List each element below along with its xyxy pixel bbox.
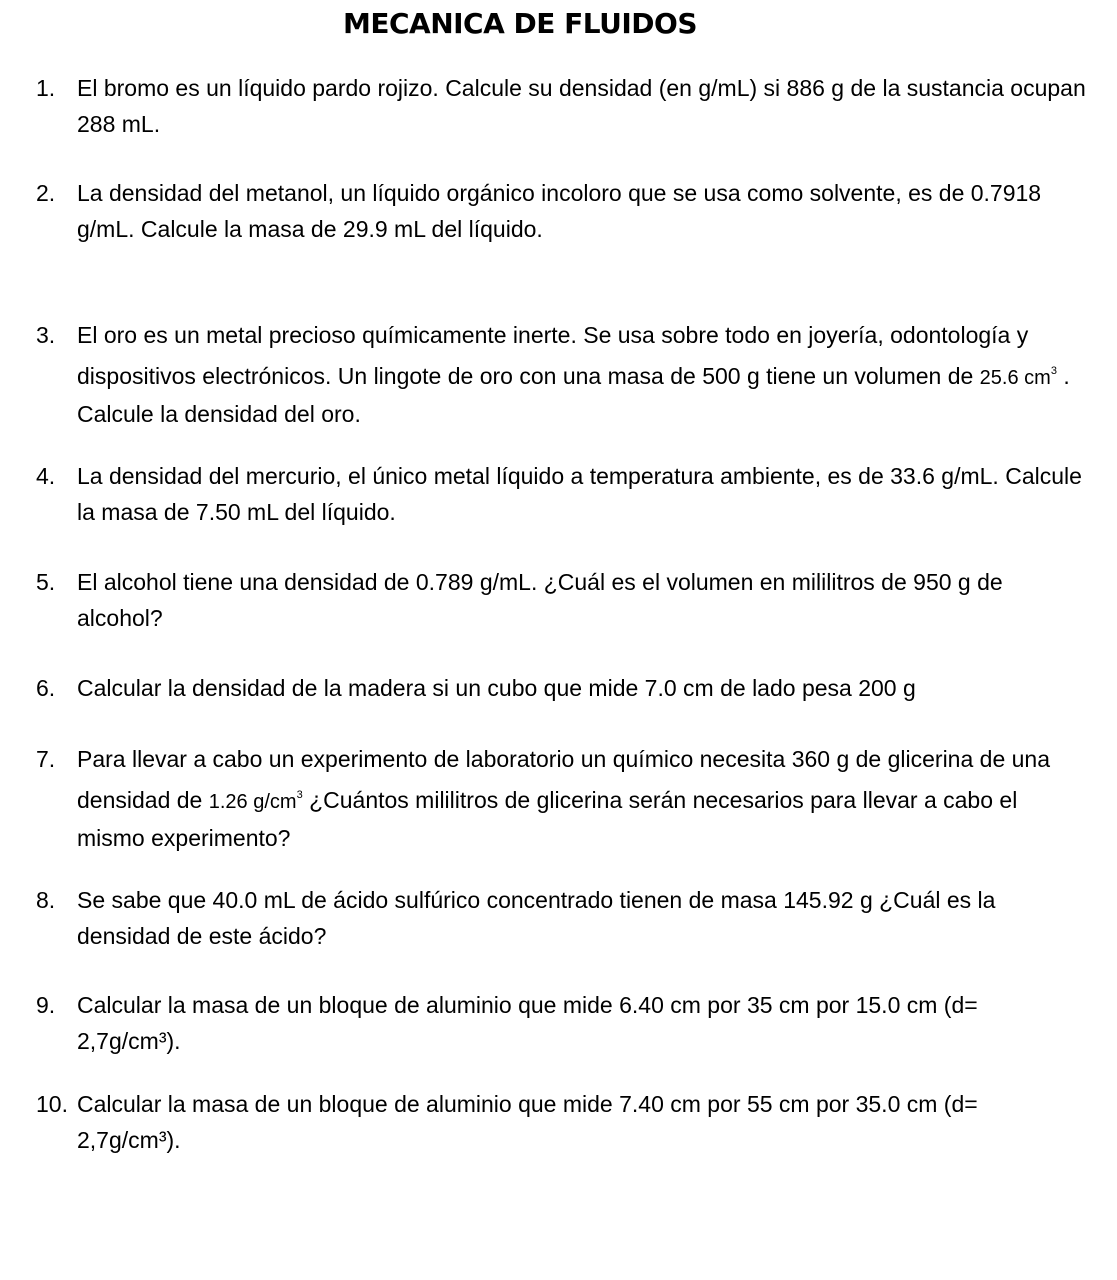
density-value: 1.26 g/cm (208, 791, 297, 813)
problem-text-end: . Calcule la densidad del oro. (77, 363, 1070, 427)
problem-text: Calcular la densidad de la madera si un cubo que mide 7.0 cm de lado pesa 200 g (77, 675, 916, 701)
problem-item (36, 882, 1086, 954)
problem-item (36, 458, 1086, 530)
problem-number: 10. (36, 1091, 68, 1117)
problem-text (36, 317, 1086, 432)
problem-number: 2. (36, 180, 56, 206)
problem-item (36, 670, 1086, 706)
problem-number: 4. (36, 463, 56, 489)
problem-item (36, 1086, 1086, 1158)
problem-number: 8. (36, 887, 56, 913)
problem-item (36, 564, 1086, 636)
problem-number: 9. (36, 992, 56, 1018)
problem-number: 5. (36, 569, 56, 595)
problem-text (36, 741, 1086, 856)
problem-text: El alcohol tiene una densidad de 0.789 g/mL. ¿Cuál es el volumen en mililitros de 950 g de alcohol? (77, 569, 1003, 631)
problem-text: Calcular la masa de un bloque de aluminio que mide 6.40 cm por 35 cm por 15.0 cm (d= 2,7g/cm³). (77, 992, 978, 1054)
problem-text-end: ¿Cuántos mililitros de glicerina serán necesarios para llevar a cabo el mismo experimento? (77, 787, 1018, 851)
problem-item (36, 741, 1086, 856)
problem-text-start: El oro es un metal precioso químicamente inerte. Se usa sobre todo en joyería, odontología y dispositivos electrónicos. Un lingote de oro con una masa de 500 g tiene un volumen de (77, 322, 1029, 389)
volume-value: 25.6 cm (979, 367, 1051, 389)
problem-item (36, 175, 1086, 247)
problem-item (36, 987, 1086, 1059)
problem-number: 1. (36, 75, 56, 101)
problem-text: Calcular la masa de un bloque de aluminio que mide 7.40 cm por 55 cm por 35.0 cm (d= 2,7g/cm³). (77, 1091, 978, 1153)
problem-item (36, 70, 1086, 142)
problem-text: La densidad del mercurio, el único metal líquido a temperatura ambiente, es de 33.6 g/mL. Calcule la masa de 7.50 mL del líquido. (77, 463, 1082, 525)
problem-number: 7. (36, 746, 56, 772)
problem-text: El bromo es un líquido pardo rojizo. Calcule su densidad (en g/mL) si 886 g de la sustancia ocupan 288 mL. (77, 75, 1086, 137)
problem-item (36, 317, 1086, 432)
page-title: MECANICA DE FLUIDOS (343, 7, 697, 40)
problem-text: Se sabe que 40.0 mL de ácido sulfúrico concentrado tienen de masa 145.92 g ¿Cuál es la densidad de este ácido? (77, 887, 996, 949)
problem-text-start: Para llevar a cabo un experimento de laboratorio un químico necesita 360 g de glicerina de una densidad de (77, 746, 1051, 813)
superscript-exponent: 3 (1050, 365, 1057, 377)
problem-text: La densidad del metanol, un líquido orgánico incoloro que se usa como solvente, es de 0.7918 g/mL. Calcule la masa de 29.9 mL del líquido. (77, 180, 1042, 242)
problem-number: 6. (36, 675, 56, 701)
superscript-exponent: 3 (296, 789, 303, 801)
problem-number: 3. (36, 322, 56, 348)
